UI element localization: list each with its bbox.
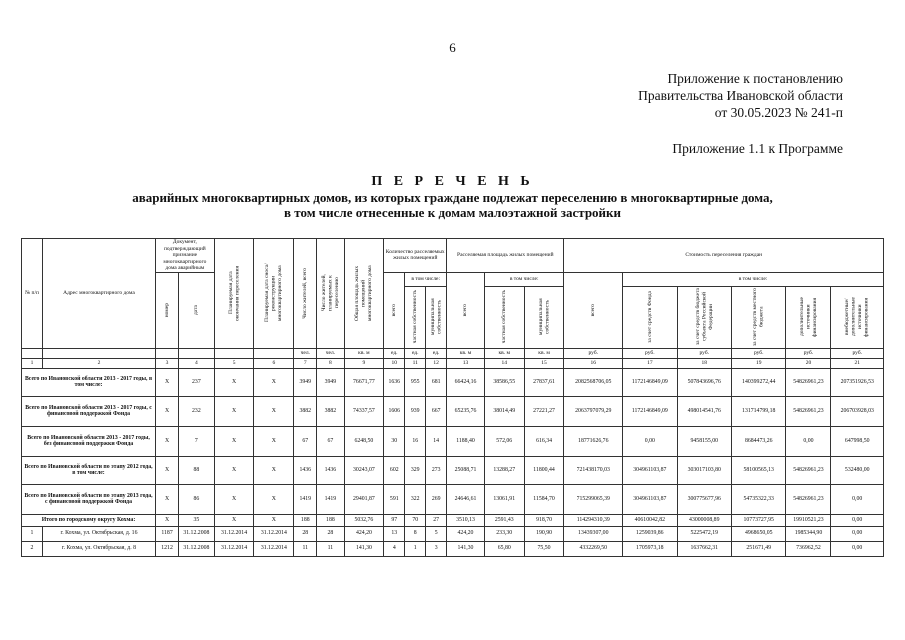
appendix-line-2: Правительства Ивановской области: [638, 88, 843, 103]
table-cell: 27221,27: [524, 396, 564, 426]
appendix-header: [638, 70, 843, 121]
title-line-2: аварийных многоквартирных домов, из которых граждане подлежат переселению в многоквартирные дома,: [132, 190, 773, 205]
table-cell: 54826961,23: [786, 368, 831, 396]
table-cell: X: [254, 396, 294, 426]
table-cell: 2082568706,05: [564, 368, 623, 396]
table-cell: 31.12.2014: [214, 526, 254, 541]
table-cell: 141,30: [447, 541, 485, 556]
table-cell: 237: [179, 368, 215, 396]
table-cell: 8: [405, 526, 426, 541]
summary-row: [22, 514, 884, 526]
table-cell: X: [214, 484, 254, 514]
column-number-cell: 11: [405, 358, 426, 368]
table-cell: 140399272,44: [732, 368, 786, 396]
table-cell: 5: [426, 526, 447, 541]
table-cell: 31.12.2008: [179, 526, 215, 541]
table-cell: 207351926,53: [831, 368, 884, 396]
table-cell: X: [254, 426, 294, 456]
table-cell: 572,06: [484, 426, 524, 456]
header-count-private: частная собственность: [405, 286, 426, 348]
column-number-cell: 6: [254, 358, 294, 368]
table-cell: 1172146849,09: [623, 368, 677, 396]
table-cell: 30243,07: [344, 456, 384, 484]
unit-cell: руб.: [677, 348, 731, 358]
table-cell: 2: [22, 541, 43, 556]
header-area-incl: в том числе:: [484, 272, 564, 286]
column-number-cell: 2: [42, 358, 155, 368]
page-number: 6: [449, 40, 456, 55]
table-cell: 54735322,33: [732, 484, 786, 514]
table-cell: 955: [405, 368, 426, 396]
table-cell: 1188,40: [447, 426, 485, 456]
header-planned-demolish: Планируемая дата сноса/реконструкции многоквартирного дома: [254, 239, 294, 349]
table-cell: 424,20: [447, 526, 485, 541]
table-cell: 939: [405, 396, 426, 426]
table-cell: 1637662,31: [677, 541, 731, 556]
unit-cell: кв. м: [344, 348, 384, 358]
table-cell: 75,50: [524, 541, 564, 556]
header-count-incl: в том числе:: [405, 272, 447, 286]
column-number-cell: 20: [786, 358, 831, 368]
table-cell: 304961103,87: [623, 456, 677, 484]
table-cell: 2591,43: [484, 514, 524, 526]
unit-cell: кв. м: [524, 348, 564, 358]
table-cell: Итого по городскому округу Кохма:: [22, 514, 156, 526]
units-row: [22, 348, 884, 358]
column-number-cell: 12: [426, 358, 447, 368]
table-cell: 188: [317, 514, 344, 526]
table-cell: 19910521,23: [786, 514, 831, 526]
table-cell: 13: [384, 526, 405, 541]
header-budget-region: за счет средств бюджета субъекта Российской Федерации: [677, 286, 731, 348]
unit-cell: руб.: [831, 348, 884, 358]
table-cell: 188: [294, 514, 317, 526]
table-cell: 232: [179, 396, 215, 426]
header-count-group: Количество расселяемых жилых помещений: [384, 239, 447, 273]
table-cell: 190,90: [524, 526, 564, 541]
column-number-cell: 16: [564, 358, 623, 368]
table-cell: 13061,91: [484, 484, 524, 514]
summary-row: [22, 484, 884, 514]
table-cell: 131714799,18: [732, 396, 786, 426]
table-cell: 65,80: [484, 541, 524, 556]
houses-table: [21, 238, 884, 557]
table-cell: 66424,16: [447, 368, 485, 396]
table-cell: 54826961,23: [786, 484, 831, 514]
table-cell: 300775677,96: [677, 484, 731, 514]
header-total-area: Общая площадь жилых помещений многоквартирного дома: [344, 239, 384, 349]
table-cell: 0,00: [786, 426, 831, 456]
column-number-cell: 19: [732, 358, 786, 368]
header-count-total: всего: [384, 272, 405, 348]
title-line-3: в том числе отнесенные к домам малоэтажной застройки: [283, 205, 622, 220]
table-cell: X: [254, 514, 294, 526]
table-cell: 54826961,23: [786, 396, 831, 426]
table-cell: 4968650,05: [732, 526, 786, 541]
table-cell: 114294310,39: [564, 514, 623, 526]
column-number-cell: 15: [524, 358, 564, 368]
table-cell: г. Кохма, ул. Октябрьская, д. 16: [42, 526, 155, 541]
column-number-cell: 9: [344, 358, 384, 368]
column-numbers-row: [22, 358, 884, 368]
table-cell: 54826961,23: [786, 456, 831, 484]
column-number-cell: 18: [677, 358, 731, 368]
table-cell: 1636: [384, 368, 405, 396]
table-cell: 1: [22, 526, 43, 541]
appendix-program: Приложение 1.1 к Программе: [672, 141, 843, 156]
unit-cell: чел.: [317, 348, 344, 358]
unit-cell: [156, 348, 179, 358]
table-cell: 0,00: [831, 484, 884, 514]
table-cell: 591: [384, 484, 405, 514]
unit-cell: [42, 348, 155, 358]
table-row: [22, 541, 884, 556]
table-cell: 40610042,82: [623, 514, 677, 526]
header-extra2: внебюджетные/ дополнительные источники финансирования: [831, 286, 884, 348]
header-extra: дополнительные источники финансирования: [786, 286, 831, 348]
table-cell: 9458155,00: [677, 426, 731, 456]
table-cell: 647998,50: [831, 426, 884, 456]
table-cell: 251671,49: [732, 541, 786, 556]
column-number-cell: 10: [384, 358, 405, 368]
header-fund: за счет средств Фонда: [623, 286, 677, 348]
unit-cell: [254, 348, 294, 358]
column-number-cell: 14: [484, 358, 524, 368]
table-cell: 65235,76: [447, 396, 485, 426]
table-cell: Всего по Ивановской области 2013 - 2017 годы, в том числе:: [22, 368, 156, 396]
table-cell: 28: [317, 526, 344, 541]
appendix-line-3: от 30.05.2023 № 241-п: [714, 105, 843, 120]
table-cell: X: [156, 514, 179, 526]
table-cell: 11800,44: [524, 456, 564, 484]
header-area-private: частная собственность: [484, 286, 524, 348]
table-cell: X: [214, 456, 254, 484]
table-cell: 0,00: [831, 514, 884, 526]
table-cell: 88: [179, 456, 215, 484]
table-cell: Всего по Ивановской области 2013 - 2017 годы, с финансовой поддержкой Фонда: [22, 396, 156, 426]
table-cell: X: [254, 484, 294, 514]
table-cell: 13439307,00: [564, 526, 623, 541]
table-cell: 304961103,87: [623, 484, 677, 514]
table-cell: 4: [384, 541, 405, 556]
table-cell: 269: [426, 484, 447, 514]
table-cell: г. Кохма, ул. Октябрьская, д. 8: [42, 541, 155, 556]
table-cell: 27: [426, 514, 447, 526]
summary-row: [22, 368, 884, 396]
table-cell: 38014,49: [484, 396, 524, 426]
table-cell: X: [254, 368, 294, 396]
table-cell: 1705973,18: [623, 541, 677, 556]
table-cell: Всего по Ивановской области 2013 - 2017 годы, без финансовой поддержки Фонда: [22, 426, 156, 456]
table-cell: 67: [317, 426, 344, 456]
summary-row: [22, 426, 884, 456]
table-cell: 30: [384, 426, 405, 456]
table-cell: 0,00: [623, 426, 677, 456]
unit-cell: чел.: [294, 348, 317, 358]
table-cell: 3510,13: [447, 514, 485, 526]
table-cell: X: [156, 426, 179, 456]
table-cell: 5225472,19: [677, 526, 731, 541]
unit-cell: руб.: [732, 348, 786, 358]
header-area-total: всего: [447, 272, 485, 348]
table-cell: 31.12.2008: [179, 541, 215, 556]
table-cell: 31.12.2014: [254, 541, 294, 556]
table-cell: 31.12.2014: [214, 541, 254, 556]
header-count-municipal: муниципальная собственность: [426, 286, 447, 348]
table-cell: Всего по Ивановской области по этапу 2013 года, с финансовой поддержкой Фонда: [22, 484, 156, 514]
header-budget-local: за счет средств местного бюджета: [732, 286, 786, 348]
table-cell: 1419: [294, 484, 317, 514]
table-cell: 681: [426, 368, 447, 396]
unit-cell: ед.: [426, 348, 447, 358]
table-cell: 715299065,39: [564, 484, 623, 514]
table-cell: X: [214, 368, 254, 396]
table-cell: 67: [294, 426, 317, 456]
table-cell: 76671,77: [344, 368, 384, 396]
unit-cell: руб.: [786, 348, 831, 358]
table-cell: 16: [405, 426, 426, 456]
column-number-cell: 8: [317, 358, 344, 368]
table-cell: 4332269,50: [564, 541, 623, 556]
table-cell: 11584,70: [524, 484, 564, 514]
table-cell: X: [156, 456, 179, 484]
table-cell: 0,00: [831, 526, 884, 541]
table-cell: 329: [405, 456, 426, 484]
table-cell: 11: [317, 541, 344, 556]
table-cell: 43000008,89: [677, 514, 731, 526]
table-cell: 1259039,86: [623, 526, 677, 541]
table-cell: 322: [405, 484, 426, 514]
table-cell: 667: [426, 396, 447, 426]
table-cell: 303017103,80: [677, 456, 731, 484]
unit-cell: [22, 348, 43, 358]
table-cell: 11: [294, 541, 317, 556]
table-cell: 1187: [156, 526, 179, 541]
table-cell: 602: [384, 456, 405, 484]
table-cell: 5032,76: [344, 514, 384, 526]
table-cell: Всего по Ивановской области по этапу 2012 года, в том числе:: [22, 456, 156, 484]
table-cell: X: [214, 396, 254, 426]
table-cell: 1212: [156, 541, 179, 556]
table-cell: 29401,87: [344, 484, 384, 514]
table-cell: 97: [384, 514, 405, 526]
unit-cell: [179, 348, 215, 358]
table-cell: 273: [426, 456, 447, 484]
table-cell: 2063797079,29: [564, 396, 623, 426]
header-residents: Число жителей, всего: [294, 239, 317, 349]
column-number-cell: 3: [156, 358, 179, 368]
table-cell: 1: [405, 541, 426, 556]
table-row: [22, 526, 884, 541]
summary-row: [22, 456, 884, 484]
table-cell: 1606: [384, 396, 405, 426]
table-cell: 424,20: [344, 526, 384, 541]
table-cell: 1985344,90: [786, 526, 831, 541]
table-cell: 70: [405, 514, 426, 526]
table-cell: 6248,50: [344, 426, 384, 456]
header-cost-group: Стоимость переселения граждан: [564, 239, 884, 273]
table-cell: 31.12.2014: [254, 526, 294, 541]
unit-cell: ед.: [405, 348, 426, 358]
table-cell: 721438170,03: [564, 456, 623, 484]
table-cell: 24646,61: [447, 484, 485, 514]
table-cell: 3949: [317, 368, 344, 396]
summary-row: [22, 396, 884, 426]
column-number-cell: 21: [831, 358, 884, 368]
table-cell: X: [156, 484, 179, 514]
table-cell: 27837,61: [524, 368, 564, 396]
table-cell: 3: [426, 541, 447, 556]
unit-cell: руб.: [564, 348, 623, 358]
table-cell: 7: [179, 426, 215, 456]
column-number-cell: 13: [447, 358, 485, 368]
table-cell: X: [156, 396, 179, 426]
table-cell: X: [156, 368, 179, 396]
table-cell: 3949: [294, 368, 317, 396]
unit-cell: кв. м: [484, 348, 524, 358]
table-cell: 1172146849,09: [623, 396, 677, 426]
header-planned-date: Планируемая дата окончания переселения: [214, 239, 254, 349]
table-cell: 3882: [294, 396, 317, 426]
table-cell: X: [254, 456, 294, 484]
table-cell: 233,30: [484, 526, 524, 541]
header-doc-num: номер: [156, 272, 179, 348]
document-title: [0, 174, 905, 220]
header-address: Адрес многоквартирного дома: [42, 239, 155, 349]
table-cell: 10773727,95: [732, 514, 786, 526]
table-cell: 74337,57: [344, 396, 384, 426]
table-cell: 3882: [317, 396, 344, 426]
table-cell: 28: [294, 526, 317, 541]
table-cell: 38586,55: [484, 368, 524, 396]
column-number-cell: 5: [214, 358, 254, 368]
table-cell: 1419: [317, 484, 344, 514]
header-doc-date: дата: [179, 272, 215, 348]
header-doc: Документ, подтверждающий признание многоквартирного дома аварийным: [156, 239, 215, 273]
table-cell: 532480,00: [831, 456, 884, 484]
table-cell: 25088,71: [447, 456, 485, 484]
table-cell: X: [214, 426, 254, 456]
table-cell: 8684473,26: [732, 426, 786, 456]
table-cell: 13288,27: [484, 456, 524, 484]
table-cell: 58100565,13: [732, 456, 786, 484]
title-line-1: П Е Р Е Ч Е Н Ь: [371, 174, 534, 189]
unit-cell: руб.: [623, 348, 677, 358]
table-cell: 1436: [317, 456, 344, 484]
table-cell: 918,70: [524, 514, 564, 526]
column-number-cell: 17: [623, 358, 677, 368]
header-area-municipal: муниципальная собственность: [524, 286, 564, 348]
table-cell: 616,34: [524, 426, 564, 456]
table-cell: 14: [426, 426, 447, 456]
table-cell: 206703928,03: [831, 396, 884, 426]
unit-cell: ед.: [384, 348, 405, 358]
table-cell: 86: [179, 484, 215, 514]
header-residents-planned: Число жителей, планируемых к переселению: [317, 239, 344, 349]
column-number-cell: 4: [179, 358, 215, 368]
table-cell: 18771626,76: [564, 426, 623, 456]
appendix-line-1: Приложение к постановлению: [667, 71, 843, 86]
header-area-group: Расселяемая площадь жилых помещений: [447, 239, 564, 273]
header-cost-incl: в том числе:: [623, 272, 884, 286]
unit-cell: кв. м: [447, 348, 485, 358]
table-cell: X: [214, 514, 254, 526]
table-cell: 498014541,76: [677, 396, 731, 426]
column-number-cell: 1: [22, 358, 43, 368]
table-cell: 736962,52: [786, 541, 831, 556]
header-num: № п/п: [22, 239, 43, 349]
table-cell: 507843696,76: [677, 368, 731, 396]
table-cell: 1436: [294, 456, 317, 484]
table-cell: 141,30: [344, 541, 384, 556]
unit-cell: [214, 348, 254, 358]
header-cost-total: всего: [564, 272, 623, 348]
column-number-cell: 7: [294, 358, 317, 368]
table-cell: 0,00: [831, 541, 884, 556]
table-cell: 35: [179, 514, 215, 526]
